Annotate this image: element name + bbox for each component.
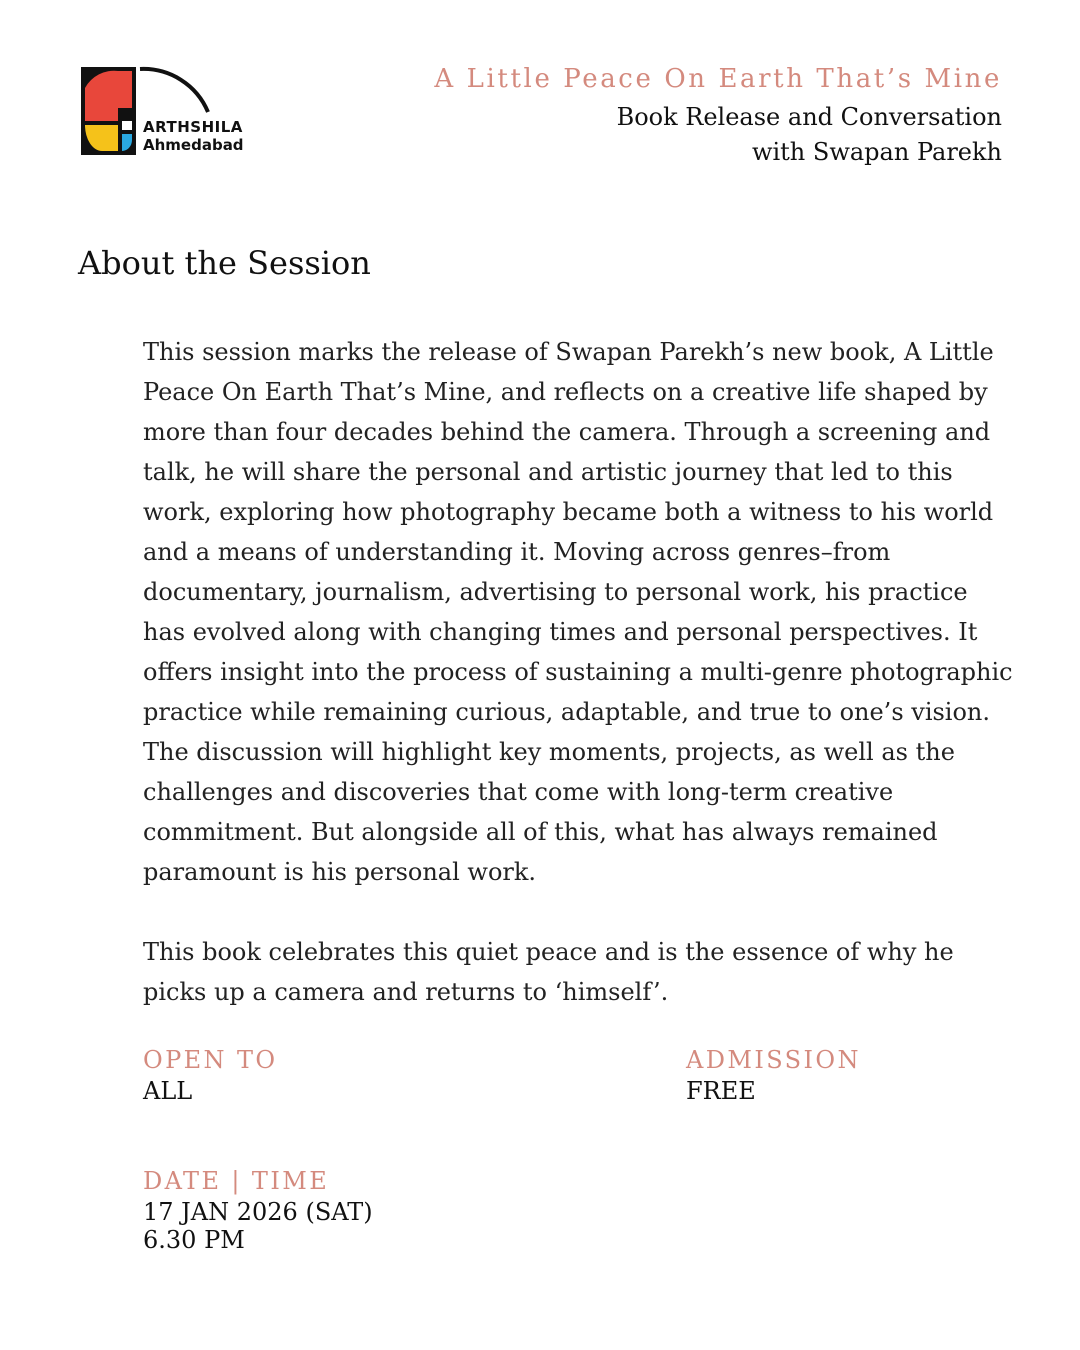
open-to-label: OPEN TO <box>143 1046 278 1074</box>
event-subtitle <box>434 100 1002 170</box>
event-subtitle-line1: Book Release and Conversation <box>616 103 1002 131</box>
logo-name: ARTHSHILA <box>143 118 243 136</box>
datetime-label: DATE | TIME <box>143 1167 330 1195</box>
date-value: 17 JAN 2026 (SAT) <box>143 1198 373 1226</box>
admission-value: FREE <box>686 1077 756 1105</box>
session-description <box>143 332 1013 1012</box>
logo-city: Ahmedabad <box>143 136 244 154</box>
event-subtitle-line2: with Swapan Parekh <box>751 138 1002 166</box>
admission-label: ADMISSION <box>686 1046 861 1074</box>
time-value: 6.30 PM <box>143 1226 245 1254</box>
section-title: About the Session <box>78 244 371 282</box>
event-header <box>434 62 1002 170</box>
arthshila-logo <box>80 66 280 158</box>
description-paragraph-2: This book celebrates this quiet peace and is the essence of why he picks up a camera and returns to ‘himself’. <box>143 938 954 1006</box>
event-title: A Little Peace On Earth That’s Mine <box>434 64 1002 94</box>
description-paragraph-1: This session marks the release of Swapan Parekh’s new book, A Little Peace On Earth That’s Mine, and reflects on a creative life shaped by more than four decades behind the camera. Through a screening and talk, he will share the personal and artistic journey that led to this work, exploring how photography became both a witness to his world and a means of understanding it. Moving across genres–from documentary, journalism, advertising to personal work, his practice has evolved along with changing times and personal perspectives. It offers insight into the process of sustaining a multi-genre photographic practice while remaining curious, adaptable, and true to one’s vision. The discussion will highlight key moments, projects, as well as the challenges and discoveries that come with long-term creative commitment. But alongside all of this, what has always remained paramount is his personal work. <box>143 338 1013 886</box>
open-to-value: ALL <box>143 1077 193 1105</box>
